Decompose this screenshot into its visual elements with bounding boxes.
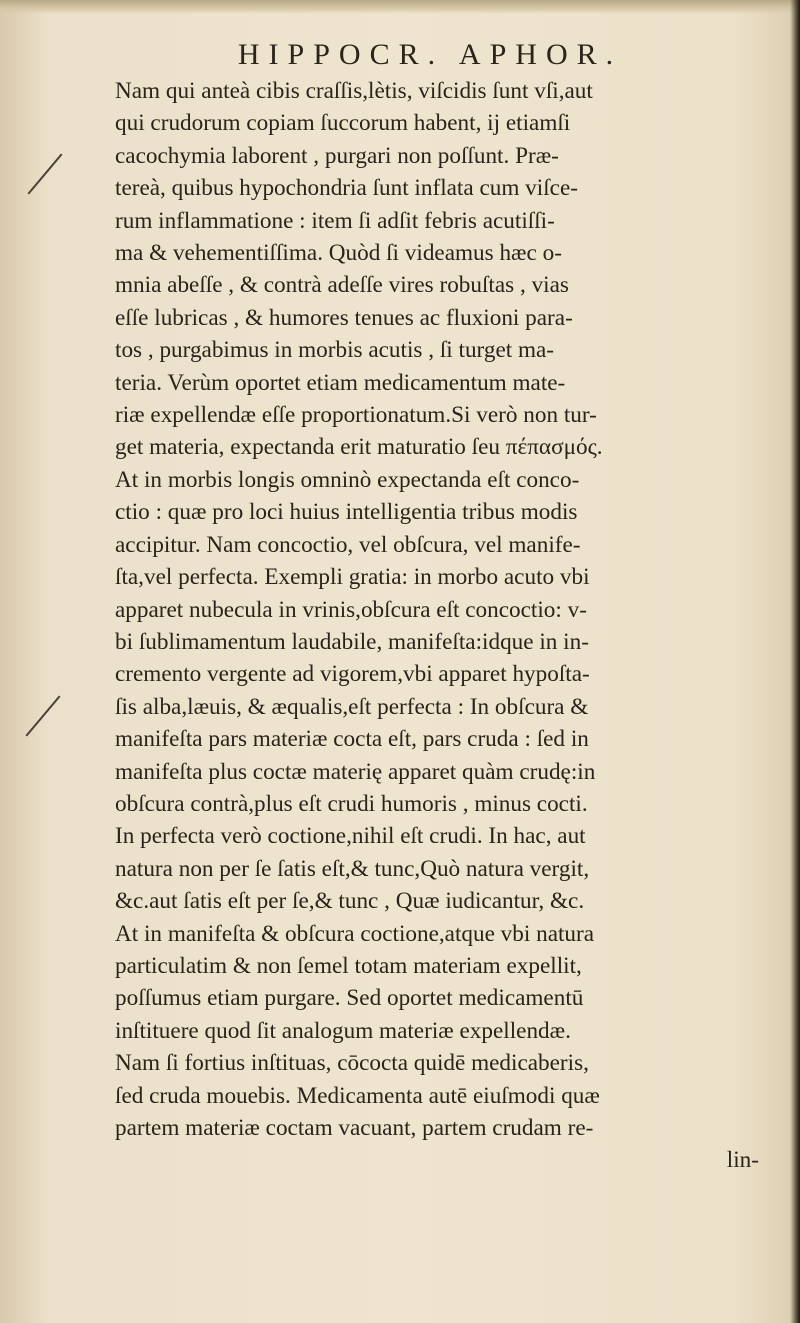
text-line: natura non per ſe ſatis eſt,& tunc,Quò natura vergit, (115, 855, 590, 882)
text-line: particulatim & non ſemel totam materiam expellit, (115, 952, 582, 979)
text-line: manifeſta pars materiæ cocta eſt, pars cruda : ſed in (115, 726, 589, 753)
text-line: obſcura contrà,plus eſt crudi humoris , minus cocti. (115, 790, 588, 817)
text-line: manifeſta plus coctæ materię apparet quàm crudę:in (115, 758, 596, 785)
text-line: cremento vergente ad vigorem,vbi apparet hypoſta- (115, 661, 590, 688)
text-line: cacochymia laborent , purgari non poſſunt. Præ- (115, 142, 559, 169)
text-line: partem materiæ coctam vacuant, partem crudam re- (115, 1115, 594, 1141)
text-line: riæ expellendæ eſſe proportionatum.Si verò non tur- (115, 402, 597, 429)
margin-annotation-mark (28, 153, 63, 194)
text-line: Nam qui anteà cibis craſſis,lètis, viſcidis ſunt vſi,aut (115, 78, 593, 104)
text-line: ſed cruda mouebis. Medicamenta autē eiuſmodi quæ (115, 1082, 600, 1109)
text-line: rum inflammatione : item ſi adſit febris acutiſſi- (115, 207, 555, 234)
text-line: eſſe lubricas , & humores tenues ac fluxioni para- (115, 304, 573, 331)
text-line: apparet nubecula in vrinis,obſcura eſt concoctio: v- (115, 596, 587, 623)
text-line: tos , purgabimus in morbis acutis , ſi turget ma- (115, 337, 555, 364)
text-line: Nam ſi fortius inſtituas, cōcocta quidē medicaberis, (115, 1050, 589, 1077)
text-line: get materia, expectanda erit maturatio ſeu πέπασμός. (115, 434, 603, 461)
text-line: ctio : quæ pro loci huius intelligentia tribus modis (115, 499, 578, 526)
body-text (115, 75, 795, 1177)
text-line: tereà, quibus hypochondria ſunt inflata cum viſce- (115, 175, 578, 202)
text-line: At in manifeſta & obſcura coctione,atque vbi natura (115, 920, 595, 947)
running-header: HIPPOCR. APHOR. (237, 38, 623, 71)
catchword: lin- (726, 1147, 759, 1174)
text-line: inſtituere quod ſit analogum materiæ expellendæ. (115, 1017, 571, 1044)
text-line: bi ſublimamentum laudabile, manifeſta:idque in in- (115, 628, 589, 655)
text-line: qui crudorum copiam ſuccorum habent, ij etiamſi (115, 110, 571, 137)
text-line: ſta,vel perfecta. Exempli gratia: in morbo acuto vbi (115, 564, 590, 591)
text-line: teria. Verùm oportet etiam medicamentum mate- (115, 369, 566, 396)
text-line: mnia abeſſe , & contrà adeſſe vires robuſtas , vias (115, 272, 569, 299)
text-line: accipitur. Nam concoctio, vel obſcura, vel manife- (115, 531, 581, 558)
page-top-edge (0, 0, 800, 14)
text-line: ma & vehementiſſima. Quòd ſi videamus hæc o- (115, 240, 562, 267)
text-line: poſſumus etiam purgare. Sed oportet medicamentū (115, 985, 584, 1012)
margin-annotation-mark (26, 695, 61, 736)
text-line: At in morbis longis omninò expectanda eſt conco- (115, 466, 580, 493)
text-line: &c.aut ſatis eſt per ſe,& tunc , Quæ iudicantur, &c. (115, 888, 585, 915)
text-line: ſis alba,læuis, & æqualis,eſt perfecta : In obſcura & (115, 693, 589, 720)
text-line: In perfecta verò coctione,nihil eſt crudi. In hac, aut (115, 823, 586, 850)
